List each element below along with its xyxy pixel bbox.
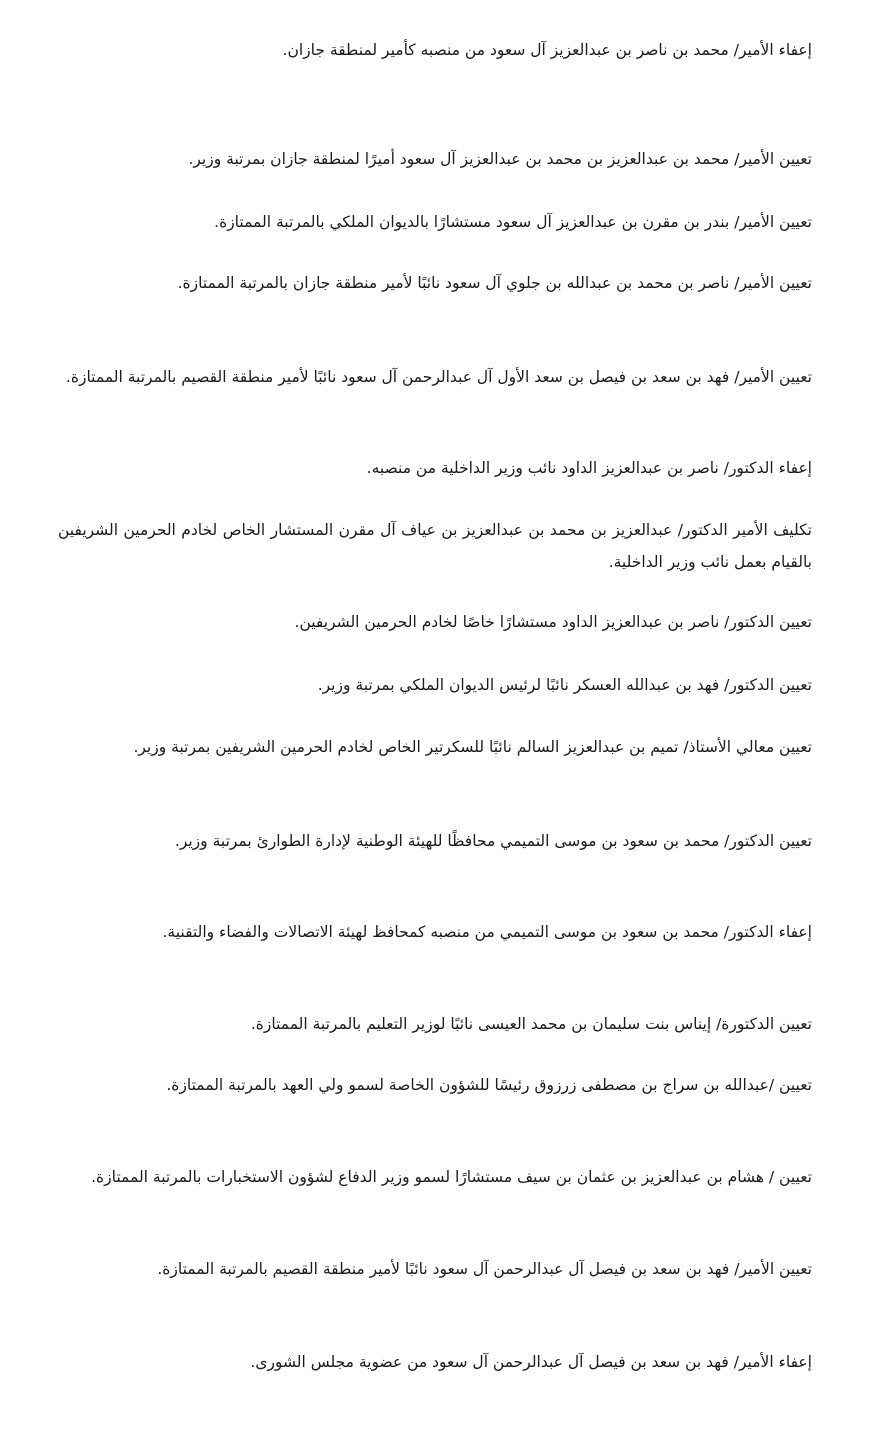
- decree-paragraph: إعفاء الأمير/ محمد بن ناصر بن عبدالعزيز آل سعود من منصبه كأمير لمنطقة جازان.: [282, 41, 812, 59]
- decree-paragraph: إعفاء الدكتور/ ناصر بن عبدالعزيز الداود نائب وزير الداخلية من منصبه.: [366, 459, 812, 477]
- decree-paragraph: تعيين الأمير/ فهد بن سعد بن فيصل آل عبدالرحمن آل سعود نائبًا لأمير منطقة القصيم بالمرتبة الممتازة.: [157, 1260, 812, 1278]
- decree-paragraph: تعيين الدكتور/ محمد بن سعود بن موسى التميمي محافظًا للهيئة الوطنية لإدارة الطوارئ بمرتبة وزير.: [174, 832, 812, 850]
- decree-paragraph: إعفاء الأمير/ فهد بن سعد بن فيصل آل عبدالرحمن آل سعود من عضوية مجلس الشورى.: [250, 1353, 812, 1371]
- decree-paragraph: تعيين الأمير/ بندر بن مقرن بن عبدالعزيز آل سعود مستشارًا بالديوان الملكي بالمرتبة الممتازة.: [214, 213, 812, 231]
- document-body: [58, 0, 812, 1455]
- decree-paragraph: إعفاء الدكتور/ محمد بن سعود بن موسى التميمي من منصبه كمحافظ لهيئة الاتصالات والفضاء والتقنية.: [162, 923, 812, 941]
- decree-paragraph: تعيين الأمير/ فهد بن سعد بن فيصل بن سعد الأول آل عبدالرحمن آل سعود نائبًا لأمير منطقة القصيم بالمرتبة الممتازة.: [65, 368, 812, 386]
- decree-paragraph: تعيين الأمير/ ناصر بن محمد بن عبدالله بن جلوي آل سعود نائبًا لأمير منطقة جازان بالمرتبة الممتازة.: [177, 274, 812, 292]
- decree-paragraph: تعيين الدكتور/ فهد بن عبدالله العسكر نائبًا لرئيس الديوان الملكي بمرتبة وزير.: [317, 676, 812, 694]
- decree-paragraph: تعيين الأمير/ محمد بن عبدالعزيز بن محمد بن عبدالعزيز آل سعود أميرًا لمنطقة جازان بمرتبة وزير.: [188, 150, 812, 168]
- decree-paragraph: تعيين الدكتور/ ناصر بن عبدالعزيز الداود مستشارًا خاصًا لخادم الحرمين الشريفين.: [294, 613, 812, 631]
- decree-paragraph: تعيين /عبدالله بن سراج بن مصطفى زرزوق رئيسًا للشؤون الخاصة لسمو ولي العهد بالمرتبة الممتازة.: [166, 1076, 812, 1094]
- decree-paragraph: تعيين / هشام بن عبدالعزيز بن عثمان بن سيف مستشارًا لسمو وزير الدفاع لشؤون الاستخبارات بالمرتبة الممتازة.: [91, 1168, 812, 1186]
- decree-paragraph: تعيين معالي الأستاذ/ تميم بن عبدالعزيز السالم نائبًا للسكرتير الخاص لخادم الحرمين الشريفين بمرتبة وزير.: [133, 738, 812, 756]
- decree-paragraph: تكليف الأمير الدكتور/ عبدالعزيز بن محمد بن عبدالعزيز بن عياف آل مقرن المستشار الخاص لخادم الحرمين الشريفين بالقيام بعمل نائب وزير الداخلية.: [58, 521, 812, 571]
- decree-paragraph: تعيين الدكتورة/ إيناس بنت سليمان بن محمد العيسى نائبًا لوزير التعليم بالمرتبة الممتازة.: [250, 1015, 812, 1033]
